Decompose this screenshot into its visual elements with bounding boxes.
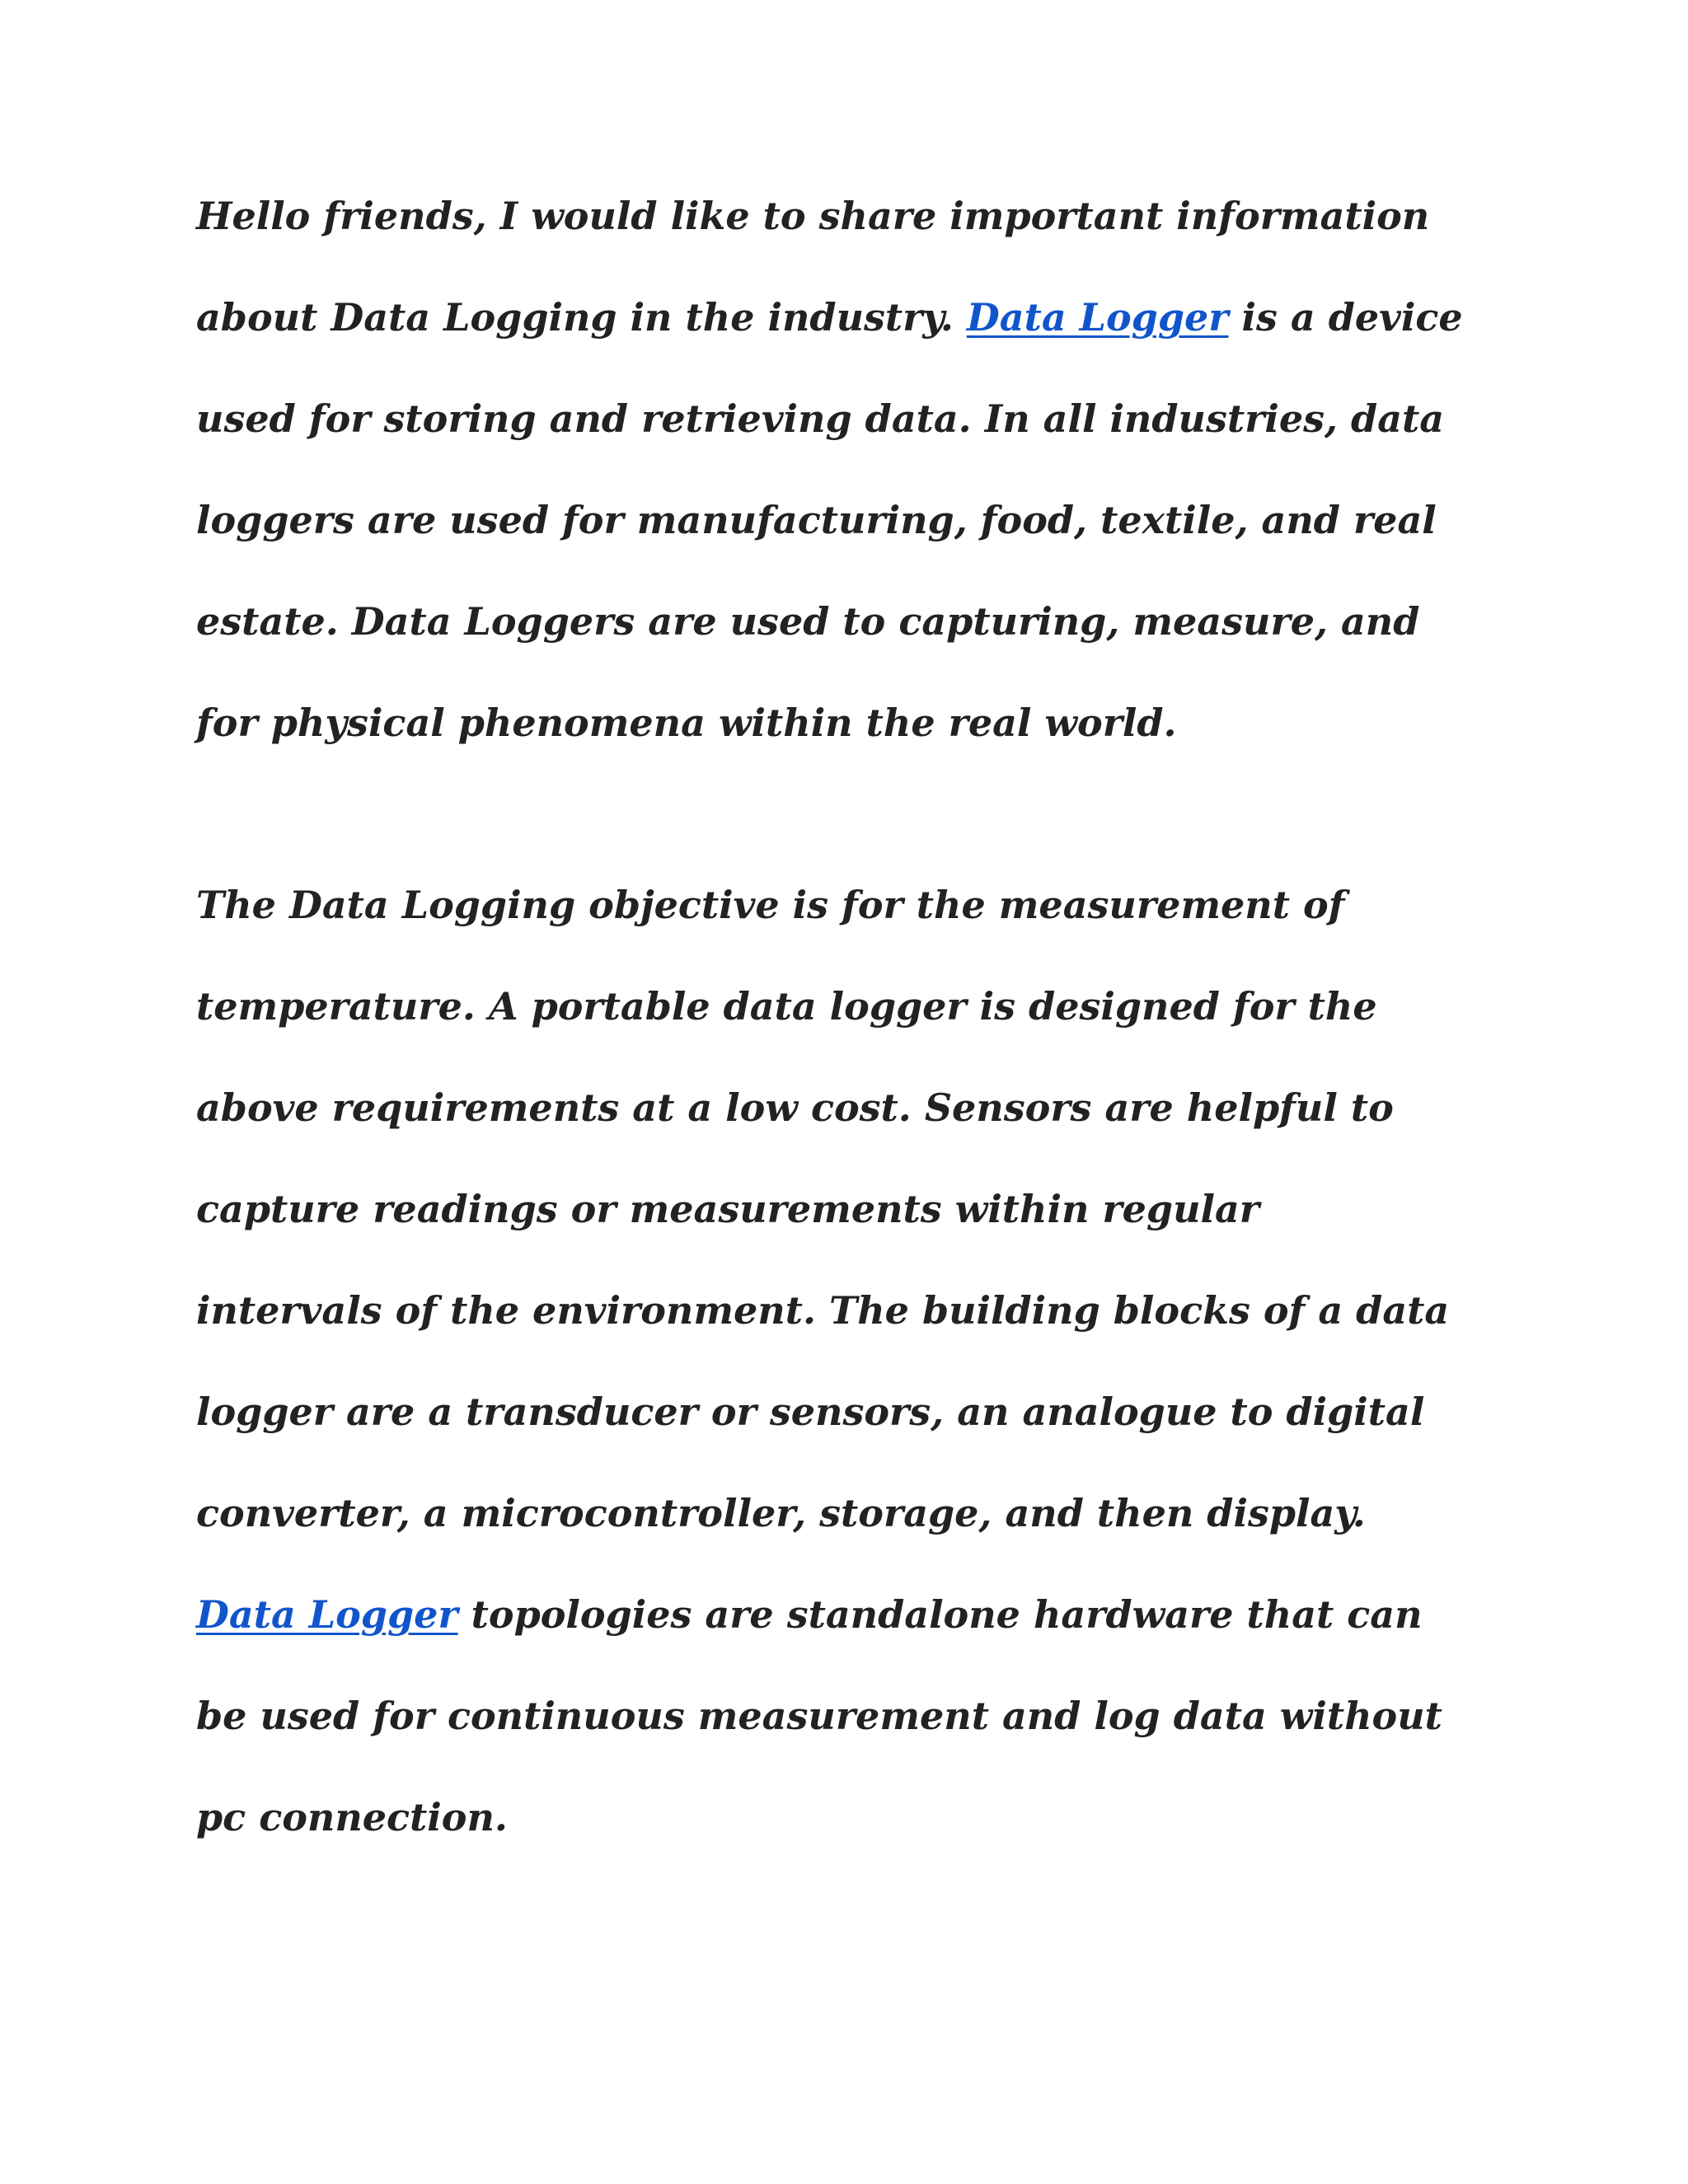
- text-span: topologies are standalone hardware that can: [457, 1592, 1423, 1637]
- paragraph-line: above requirements at a low cost. Sensors are helpful to: [196, 1085, 1394, 1130]
- paragraph-intro: [196, 183, 1531, 791]
- paragraph-spacer: [196, 791, 1531, 872]
- paragraph-line: intervals of the environment. The building blocks of a data: [196, 1288, 1450, 1333]
- paragraph-line: estate. Data Loggers are used to capturing, measure, and: [196, 599, 1420, 644]
- text-span: is a device: [1228, 295, 1463, 340]
- paragraph-line: loggers are used for manufacturing, food, textile, and real: [196, 498, 1437, 542]
- paragraph-line: for physical phenomena within the real world.: [196, 701, 1177, 745]
- text-span: about Data Logging in the industry.: [196, 295, 967, 340]
- data-logger-link[interactable]: Data Logger: [196, 1592, 458, 1637]
- paragraph-line: [196, 284, 1531, 386]
- paragraph-line: [196, 1582, 1531, 1683]
- paragraph-line: temperature. A portable data logger is designed for the: [196, 984, 1377, 1029]
- paragraph-line: be used for continuous measurement and log data without: [196, 1694, 1442, 1738]
- paragraph-line: pc connection.: [196, 1795, 508, 1840]
- data-logger-link[interactable]: Data Logger: [966, 295, 1229, 340]
- paragraph-line: capture readings or measurements within regular: [196, 1187, 1260, 1231]
- paragraph-line: converter, a microcontroller, storage, and then display.: [196, 1491, 1366, 1535]
- paragraph-line: The Data Logging objective is for the measurement of: [196, 883, 1345, 927]
- document-body: [196, 183, 1531, 1886]
- paragraph-line: used for storing and retrieving data. In all industries, data: [196, 396, 1445, 441]
- paragraph-objective: [196, 872, 1531, 1886]
- paragraph-line: logger are a transducer or sensors, an analogue to digital: [196, 1390, 1425, 1434]
- paragraph-line: Hello friends, I would like to share important information: [196, 194, 1430, 238]
